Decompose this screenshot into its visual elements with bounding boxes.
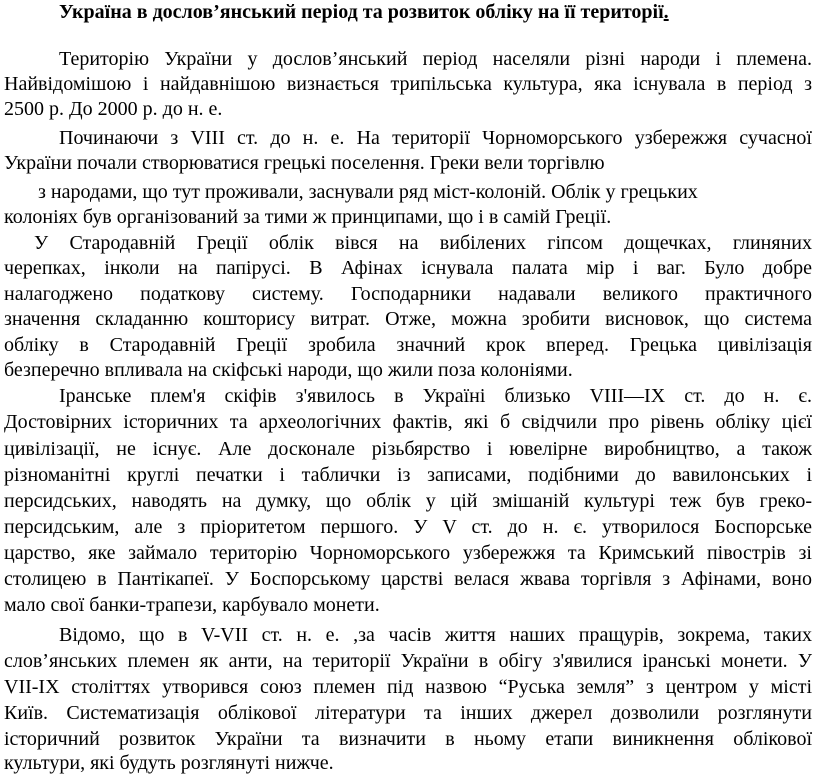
text-line: персидських, наводять на думку, що облік у цій змішаній культурі теж був греко- bbox=[4, 490, 812, 512]
text-line: історичний розвиток України та визначити в ньому етапи виникнення облікової bbox=[4, 728, 812, 750]
text-line: колоніях був організований за тими ж принципами, що і в самій Греції. bbox=[4, 206, 612, 228]
text-line: 2500 р. До 2000 р. до н. е. bbox=[4, 98, 223, 120]
text-line: слов’янських племен як анти, на території України в обігу з'явилися іранські монети. У bbox=[4, 650, 812, 672]
text-line: безперечно впливала на скіфські народи, що жили поза колоніями. bbox=[4, 359, 573, 381]
text-line: обліку в Стародавній Греції зробила значний крок вперед. Грецька цивілізація bbox=[4, 334, 812, 356]
text-line: значення складанню кошторису витрат. Отже, можна зробити висновок, що система bbox=[4, 308, 812, 330]
title-end: . bbox=[663, 1, 669, 23]
title-text: Україна в дослов’янський період та розвиток обліку на її території bbox=[59, 1, 664, 23]
text-line: столицею в Пантікапеї. У Боспорському царстві велася жвава торгівля з Афінами, воно bbox=[4, 568, 812, 590]
text-line: Найвідомішою і найдавнішою визнається трипільська культура, яка існувала в період з bbox=[4, 73, 812, 95]
text-line: черепках, інколи на папірусі. В Афінах існувала палата мір і ваг. Було добре bbox=[4, 257, 812, 279]
text-line: Починаючи з VIII ст. до н. е. На території Чорноморського узбережжя сучасної bbox=[59, 127, 812, 149]
text-line: Достовірних історичних та археологічних фактів, які б свідчили про рівень обліку цієї bbox=[4, 411, 812, 433]
document-title bbox=[59, 0, 669, 24]
text-line: з народами, що тут проживали, заснували ряд міст-колоній. Облік у грецьких bbox=[38, 181, 698, 203]
text-line: різноманітні круглі печатки і таблички із записами, подібними до вавилонських і bbox=[4, 464, 812, 486]
text-line: налагоджено податкову систему. Господарники надавали великого практичного bbox=[4, 283, 812, 305]
text-line: У Стародавній Греції облік вівся на вибілених гіпсом дощечках, глиняних bbox=[34, 232, 812, 254]
text-line: цивілізації, не існує. Але досконале різьбярство і ювелірне виробництво, а також bbox=[4, 438, 812, 460]
text-line: царство, яке займало територію Чорноморського узбережжя та Кримський півострів зі bbox=[4, 542, 812, 564]
text-line: України почали створюватися грецькі поселення. Греки вели торгівлю bbox=[4, 152, 605, 174]
text-line: Відомо, що в V-VII ст. н. е. ,за часів життя наших пращурів, зокрема, таких bbox=[59, 624, 812, 646]
text-line: VII-IX століттях утворився союз племен під назвою “Руська земля” з центром у місті bbox=[4, 676, 812, 698]
text-line: мало свої банки-трапези, карбувало монети. bbox=[4, 594, 380, 616]
text-line: персидським, але з пріоритетом першого. У V ст. до н. є. утворилося Боспорське bbox=[4, 516, 812, 538]
text-line: Київ. Систематизація облікової літератури та інших джерел дозволили розглянути bbox=[4, 702, 812, 724]
text-line: Територію України у дослов’янський період населяли різні народи і племена. bbox=[59, 48, 812, 70]
text-line: культури, які будуть розглянуті нижче. bbox=[4, 752, 334, 774]
text-line: Іранське плем'я скіфів з'явилось в Україні близько VIII—IX ст. до н. є. bbox=[59, 385, 812, 407]
